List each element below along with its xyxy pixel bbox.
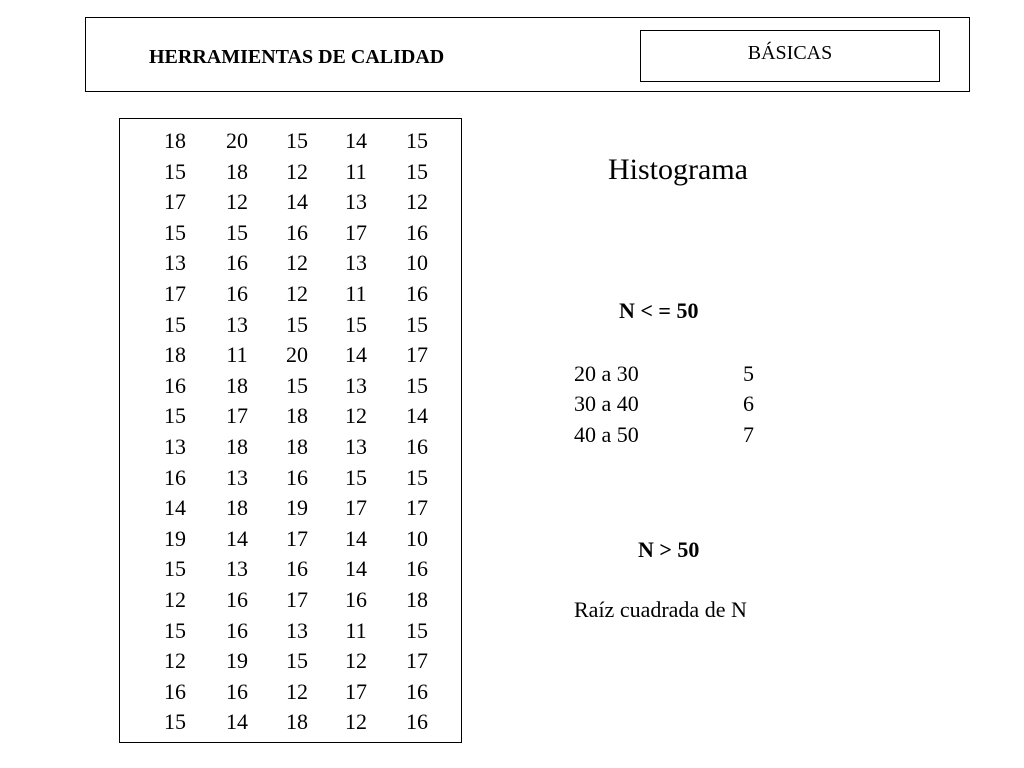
table-cell: 16 <box>406 709 428 735</box>
table-cell: 17 <box>406 342 428 368</box>
table-row <box>120 310 461 340</box>
table-cell: 15 <box>164 158 186 184</box>
table-row <box>120 371 461 401</box>
table-cell: 15 <box>406 372 428 398</box>
table-cell: 16 <box>226 617 248 643</box>
table-cell: 18 <box>286 434 308 459</box>
table-cell: 17 <box>345 495 367 521</box>
table-cell: 16 <box>164 678 186 704</box>
category-label: BÁSICAS <box>640 30 940 82</box>
large-n-rule: Raíz cuadrada de N <box>574 597 747 622</box>
table-cell: 15 <box>164 556 186 582</box>
table-cell: 15 <box>286 372 308 398</box>
table-cell: 15 <box>164 219 186 245</box>
table-cell: 16 <box>406 678 428 704</box>
table-cell: 13 <box>345 250 367 276</box>
table-cell: 12 <box>226 189 248 215</box>
table-cell: 11 <box>345 281 367 306</box>
table-cell: 16 <box>406 556 428 582</box>
table-cell: 15 <box>406 128 428 153</box>
table-cell: 16 <box>406 219 428 245</box>
range-row <box>574 389 774 419</box>
table-cell: 17 <box>164 189 186 215</box>
table-cell: 17 <box>406 648 428 674</box>
table-cell: 16 <box>406 434 428 459</box>
table-cell: 15 <box>164 709 186 735</box>
range-value: 5 <box>743 361 754 386</box>
table-row <box>120 401 461 431</box>
table-cell: 16 <box>345 587 367 612</box>
table-cell: 18 <box>226 158 248 184</box>
histogram-title: Histograma <box>608 153 748 186</box>
table-cell: 13 <box>164 250 186 276</box>
table-cell: 12 <box>345 403 367 429</box>
table-cell: 14 <box>406 403 428 429</box>
table-cell: 11 <box>345 617 367 643</box>
table-cell: 13 <box>345 372 367 398</box>
table-cell: 16 <box>406 281 428 306</box>
large-n-heading: N > 50 <box>638 537 700 562</box>
range-label: 40 a 50 <box>574 422 639 447</box>
table-cell: 17 <box>406 495 428 521</box>
table-row <box>120 218 461 248</box>
table-cell: 18 <box>286 403 308 429</box>
table-row <box>120 157 461 187</box>
table-cell: 12 <box>164 648 186 674</box>
range-label: 30 a 40 <box>574 391 639 416</box>
table-cell: 13 <box>164 434 186 459</box>
table-cell: 15 <box>164 403 186 429</box>
table-cell: 17 <box>286 525 308 551</box>
table-cell: 16 <box>286 219 308 245</box>
table-row <box>120 707 461 737</box>
table-cell: 16 <box>226 678 248 704</box>
table-cell: 18 <box>406 587 428 612</box>
table-row <box>120 279 461 309</box>
table-cell: 14 <box>226 525 248 551</box>
table-cell: 17 <box>286 587 308 612</box>
table-cell: 12 <box>286 281 308 306</box>
table-cell: 13 <box>226 556 248 582</box>
table-cell: 17 <box>345 219 367 245</box>
table-cell: 19 <box>226 648 248 674</box>
table-cell: 15 <box>345 464 367 490</box>
table-cell: 15 <box>286 648 308 674</box>
range-value: 6 <box>743 391 754 416</box>
table-cell: 18 <box>226 372 248 398</box>
table-row <box>120 248 461 278</box>
table-cell: 15 <box>406 617 428 643</box>
table-cell: 16 <box>164 372 186 398</box>
table-cell: 14 <box>345 525 367 551</box>
table-row <box>120 463 461 493</box>
table-cell: 14 <box>286 189 308 215</box>
table-cell: 16 <box>286 464 308 490</box>
table-cell: 15 <box>345 311 367 337</box>
table-cell: 11 <box>226 342 248 368</box>
table-cell: 10 <box>406 250 428 276</box>
table-cell: 19 <box>164 525 186 551</box>
table-row <box>120 677 461 707</box>
table-cell: 15 <box>406 158 428 184</box>
table-cell: 18 <box>226 434 248 459</box>
table-cell: 17 <box>226 403 248 429</box>
header-box <box>85 17 970 92</box>
range-row <box>574 420 774 450</box>
table-cell: 18 <box>164 128 186 153</box>
table-cell: 13 <box>226 311 248 337</box>
table-row <box>120 493 461 523</box>
table-cell: 12 <box>345 648 367 674</box>
table-cell: 14 <box>164 495 186 521</box>
range-label: 20 a 30 <box>574 361 639 386</box>
table-cell: 15 <box>406 311 428 337</box>
table-cell: 11 <box>345 158 367 184</box>
table-cell: 14 <box>345 556 367 582</box>
table-row <box>120 340 461 370</box>
table-cell: 12 <box>406 189 428 215</box>
table-row <box>120 126 461 156</box>
table-cell: 16 <box>164 464 186 490</box>
table-cell: 20 <box>286 342 308 368</box>
table-cell: 17 <box>345 678 367 704</box>
table-cell: 15 <box>226 219 248 245</box>
table-cell: 15 <box>286 311 308 337</box>
table-cell: 18 <box>286 709 308 735</box>
table-cell: 12 <box>286 158 308 184</box>
table-cell: 15 <box>164 617 186 643</box>
table-cell: 12 <box>286 250 308 276</box>
table-cell: 12 <box>164 587 186 612</box>
table-cell: 14 <box>345 342 367 368</box>
table-cell: 12 <box>345 709 367 735</box>
table-cell: 12 <box>286 678 308 704</box>
table-cell: 14 <box>345 128 367 153</box>
table-cell: 17 <box>164 281 186 306</box>
table-row <box>120 432 461 462</box>
table-cell: 13 <box>286 617 308 643</box>
data-table <box>119 118 462 743</box>
table-cell: 18 <box>164 342 186 368</box>
table-cell: 20 <box>226 128 248 153</box>
table-cell: 13 <box>345 189 367 215</box>
table-row <box>120 524 461 554</box>
table-row <box>120 616 461 646</box>
table-cell: 13 <box>226 464 248 490</box>
table-cell: 10 <box>406 525 428 551</box>
table-cell: 19 <box>286 495 308 521</box>
small-n-heading: N < = 50 <box>619 298 699 323</box>
page-title: HERRAMIENTAS DE CALIDAD <box>149 46 445 68</box>
table-cell: 16 <box>226 281 248 306</box>
table-cell: 18 <box>226 495 248 521</box>
table-cell: 15 <box>164 311 186 337</box>
table-row <box>120 187 461 217</box>
table-cell: 16 <box>286 556 308 582</box>
table-row <box>120 554 461 584</box>
table-cell: 16 <box>226 250 248 276</box>
table-cell: 15 <box>286 128 308 153</box>
table-cell: 16 <box>226 587 248 612</box>
table-cell: 15 <box>406 464 428 490</box>
range-value: 7 <box>743 422 754 447</box>
table-cell: 13 <box>345 434 367 459</box>
table-row <box>120 585 461 615</box>
table-row <box>120 646 461 676</box>
range-row <box>574 359 774 389</box>
table-cell: 14 <box>226 709 248 735</box>
